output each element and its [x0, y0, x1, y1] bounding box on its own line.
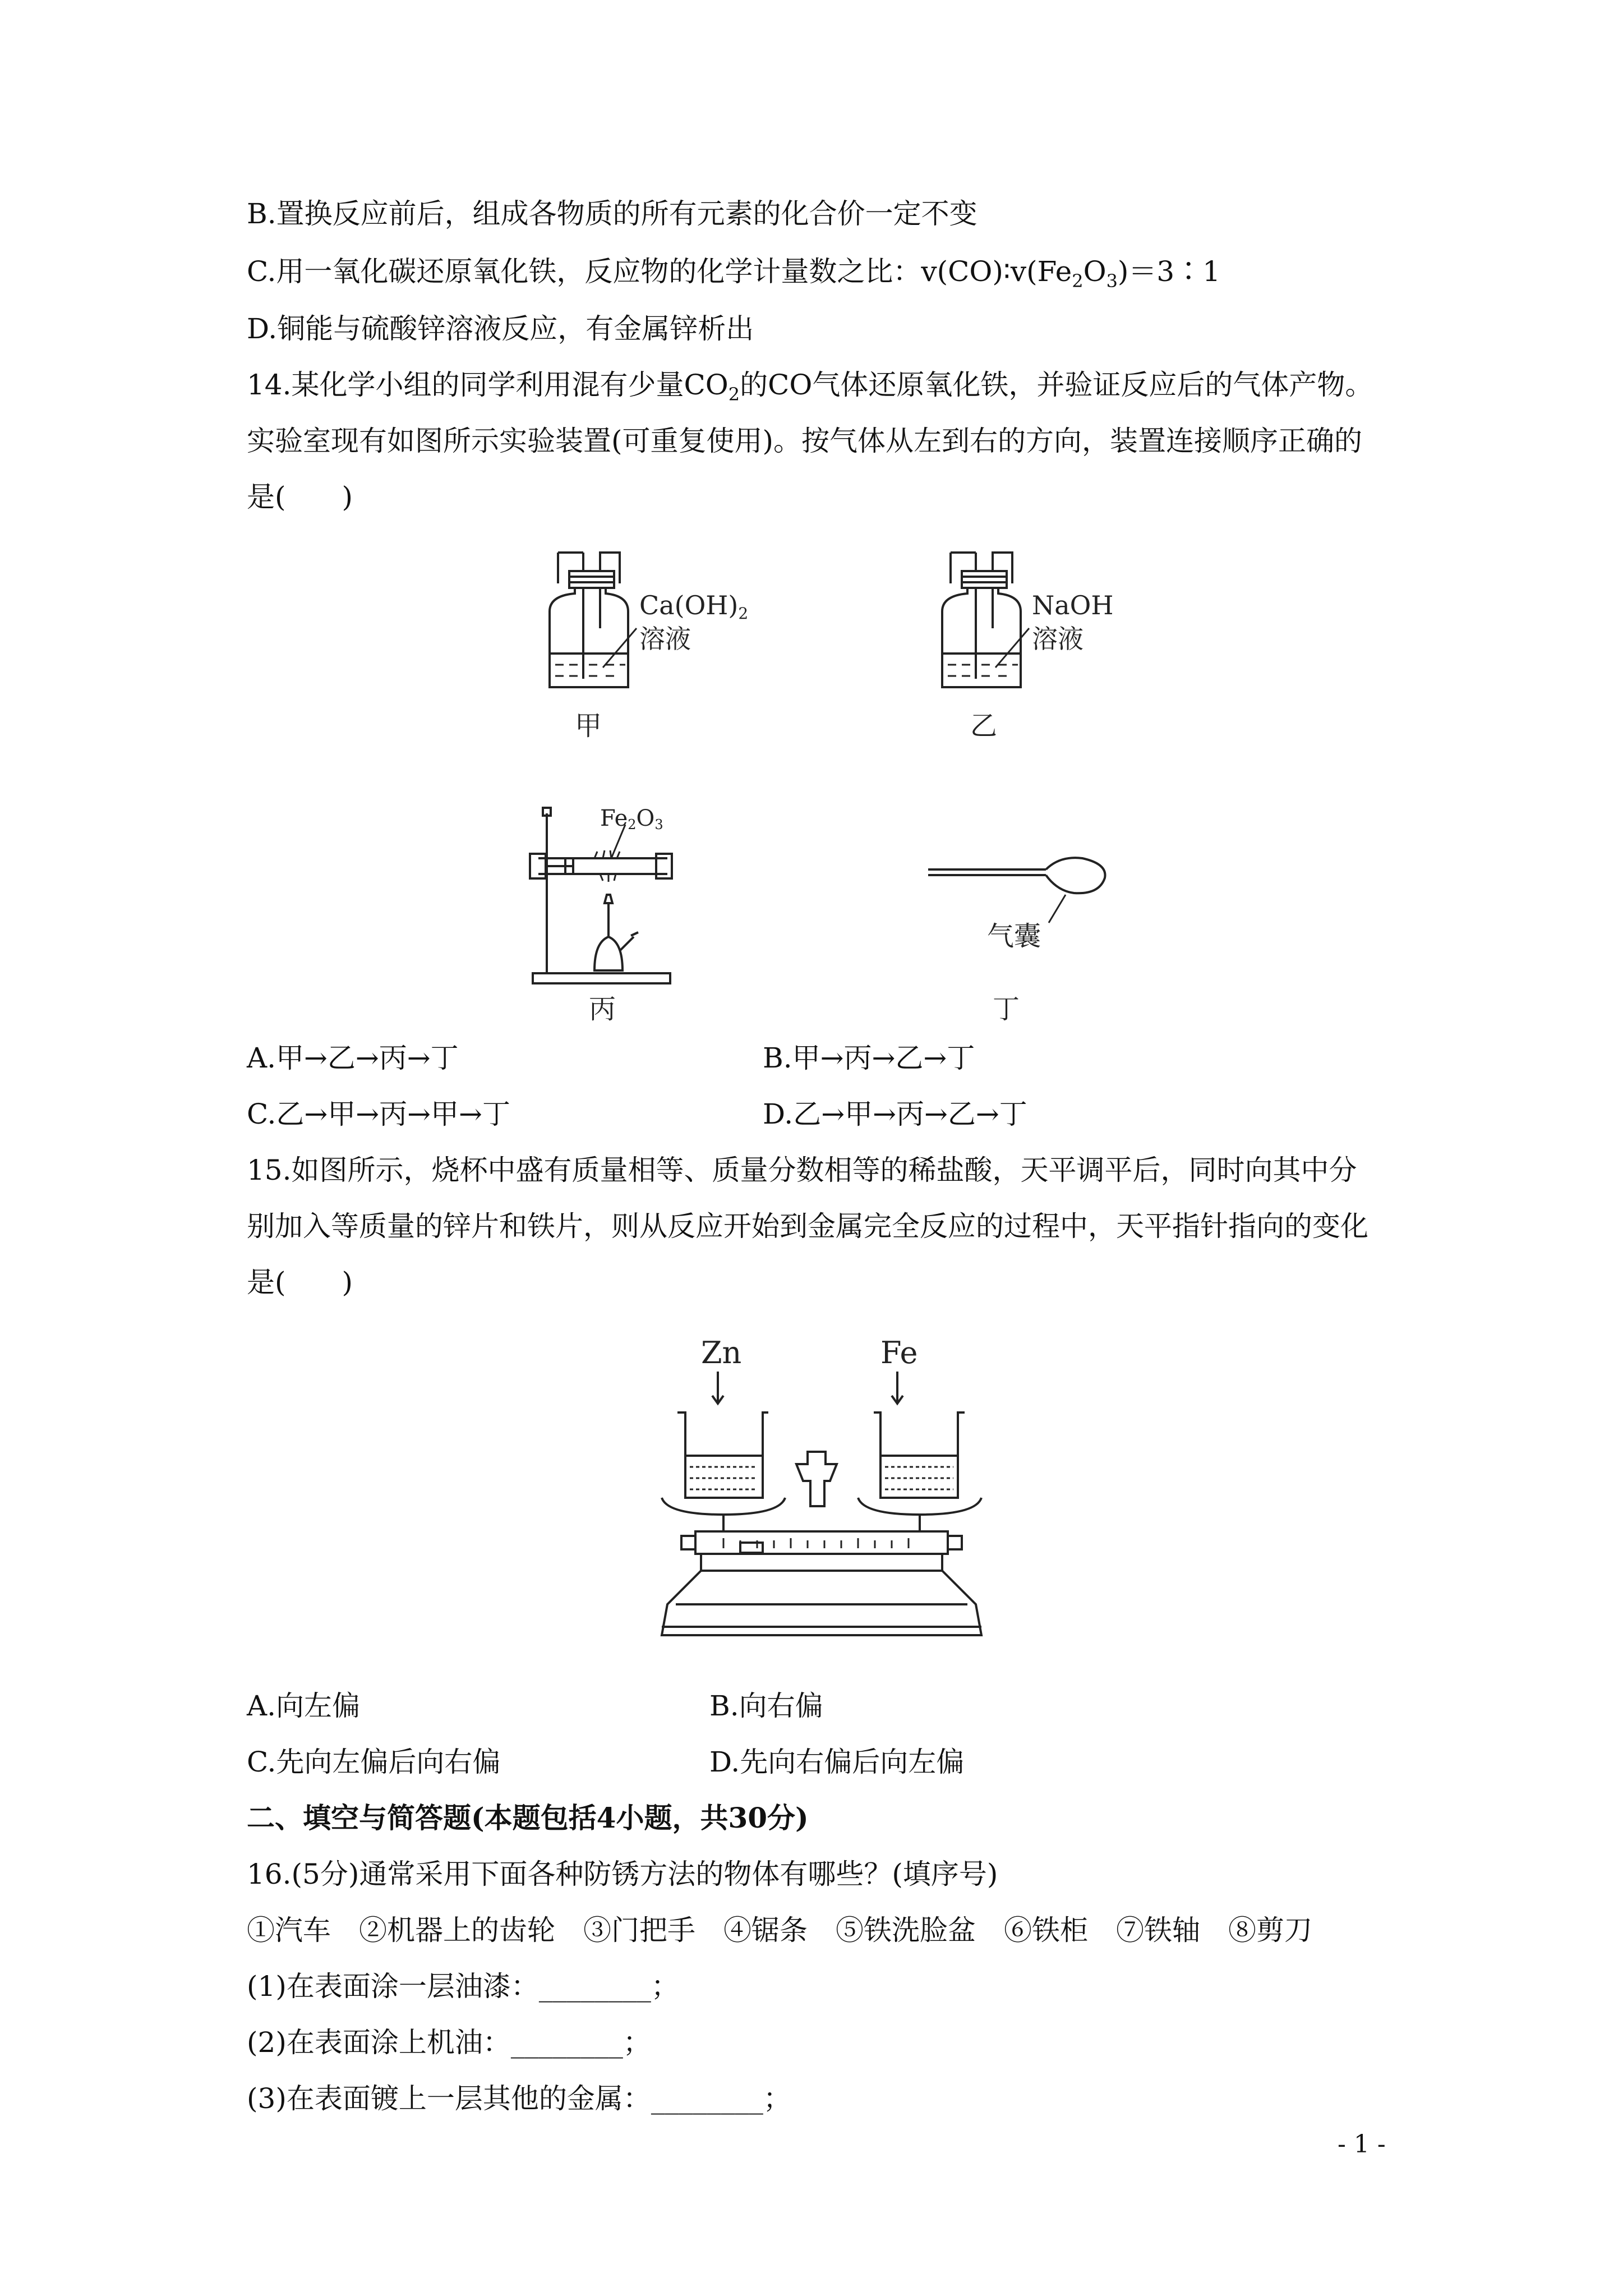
q15-stem-line3: 是( ) [247, 1266, 353, 1299]
q15-option-d: D.先向右偏后向左偏 [709, 1746, 965, 1778]
apparatus-yi-figure [931, 550, 1155, 752]
q13-option-c [247, 254, 1220, 298]
q13c-sub-1: 2 [1072, 270, 1083, 292]
bing-reagent-sub1: 2 [628, 817, 637, 832]
q13c-sub-2: 3 [1106, 270, 1118, 292]
bing-reagent-sub2: 3 [654, 817, 663, 832]
ding-label: 丁 [993, 993, 1020, 1025]
yi-reagent-solution: 溶液 [1032, 624, 1083, 654]
q16-part-2: (2)在表面涂上机油：________； [247, 2026, 651, 2059]
q16-part-1: (1)在表面涂一层油漆：________； [247, 1970, 679, 2003]
page-number: - 1 - [1338, 2130, 1386, 2159]
ding-reagent-label: 气囊 [987, 921, 1041, 952]
q15-option-b: B.向右偏 [709, 1690, 823, 1722]
q14-stem-line3: 是( ) [247, 481, 353, 513]
q14-option-b: B.甲→丙→乙→丁 [763, 1042, 975, 1074]
bing-label: 丙 [589, 993, 616, 1025]
q14-option-c: C.乙→甲→丙→甲→丁 [247, 1098, 510, 1130]
q14-stem-pre: 14.某化学小组的同学利用混有少量CO [247, 369, 728, 401]
bing-reagent-fe: Fe [600, 806, 628, 831]
q13c-text-post: )＝3∶1 [1117, 255, 1221, 288]
apparatus-jia-figure [538, 550, 763, 752]
gas-washing-bottle-jia [550, 553, 637, 687]
q13c-text-mid: O [1083, 255, 1106, 288]
balance-apparatus [662, 1372, 981, 1635]
gas-washing-bottle-yi [942, 553, 1029, 687]
yi-reagent-formula: NaOH [1032, 590, 1114, 620]
jia-reagent-label [639, 590, 748, 623]
jia-label: 甲 [575, 710, 602, 742]
q13-option-d: D.铜能与硫酸锌溶液反应，有金属锌析出 [247, 312, 754, 345]
apparatus-ding-figure [925, 841, 1116, 1027]
q16-items: ①汽车 ②机器上的齿轮 ③门把手 ④锯条 ⑤铁洗脸盆 ⑥铁柜 ⑦铁轴 ⑧剪刀 [247, 1914, 1312, 1947]
q16-part-3: (3)在表面镀上一层其他的金属：________； [247, 2082, 791, 2115]
q14-stem-sub: 2 [728, 384, 740, 405]
bing-reagent-label [600, 806, 663, 832]
heating-tube-apparatus [530, 808, 672, 983]
q13-option-b: B.置换反应前后，组成各物质的所有元素的化合价一定不变 [247, 197, 978, 230]
jia-reagent-formula: Ca(OH) [639, 590, 739, 620]
q14-stem-line1 [247, 367, 1373, 412]
q13c-text-pre: C.用一氧化碳还原氧化铁，反应物的化学计量数之比：v(CO)∶v(Fe [247, 255, 1072, 288]
bing-reagent-o: O [636, 806, 655, 831]
q15-option-a: A.向左偏 [247, 1690, 361, 1722]
q15-stem-line1: 15.如图所示，烧杯中盛有质量相等、质量分数相等的稀盐酸，天平调平后，同时向其中分 [247, 1154, 1357, 1186]
q14-stem-post: 的CO气体还原氧化铁，并验证反应后的气体产物。 [740, 369, 1373, 401]
jia-reagent-solution: 溶液 [639, 624, 691, 654]
balance-figure [651, 1329, 987, 1666]
q15-option-c: C.先向左偏后向右偏 [247, 1746, 501, 1778]
q14-stem-line2: 实验室现有如图所示实验装置(可重复使用)。按气体从左到右的方向，装置连接顺序正确的 [247, 425, 1363, 457]
q14-option-a: A.甲→乙→丙→丁 [247, 1042, 459, 1074]
gas-bag [928, 858, 1105, 923]
apparatus-bing-figure [527, 802, 729, 1027]
q15-stem-line2: 别加入等质量的锌片和铁片，则从反应开始到金属完全反应的过程中，天平指针指向的变化 [247, 1210, 1368, 1243]
fe-label: Fe [880, 1335, 918, 1370]
q16-stem: 16.(5分)通常采用下面各种防锈方法的物体有哪些？(填序号) [247, 1858, 998, 1890]
zn-label: Zn [701, 1335, 742, 1370]
section-heading: 二、填空与简答题(本题包括4小题，共30分) [247, 1801, 809, 1834]
yi-label: 乙 [970, 710, 998, 742]
q14-option-d: D.乙→甲→丙→乙→丁 [763, 1098, 1027, 1130]
jia-reagent-sub: 2 [738, 604, 749, 623]
